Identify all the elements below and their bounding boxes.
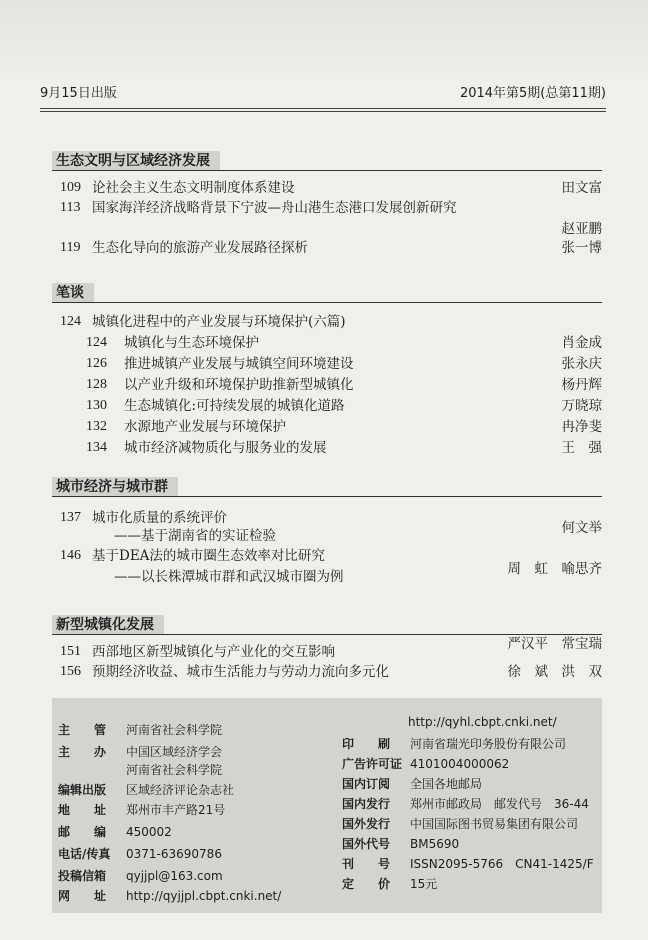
info-value: 中国国际图书贸易集团有限公司 (410, 817, 579, 831)
info-value: 15元 (410, 877, 438, 891)
article-author: 王 强 (561, 440, 602, 456)
publish-date: 9月15日出版 (40, 86, 117, 101)
toc-entry-subtitle (52, 561, 602, 587)
toc-entry-subtitle (52, 520, 602, 546)
info-label: 编辑出版 (58, 783, 107, 797)
section-title: 笔谈 (52, 283, 94, 303)
info-value[interactable]: http://qyhl.cbpt.cnki.net/ (408, 715, 557, 729)
article-title: 水源地产业发展与环境保护 (124, 419, 286, 435)
article-author: 徐 斌 洪 双 (507, 664, 602, 680)
section-rule (52, 170, 602, 171)
section-new-urbanization (52, 614, 602, 680)
info-label: 邮 编 (58, 825, 107, 839)
article-title: 城市化质量的系统评价 (92, 510, 227, 526)
info-label: 主 管 (58, 723, 107, 737)
article-title: 国家海洋经济战略背景下宁波—舟山港生态港口发展创新研究 (92, 200, 457, 216)
info-label: 印 刷 (342, 737, 391, 751)
section-commentary (52, 282, 602, 456)
info-label: 网 址 (58, 889, 107, 903)
info-label: 国外发行 (342, 817, 391, 831)
section-title: 城市经济与城市群 (52, 477, 178, 497)
info-value: ISSN2095-5766 CN41-1425/F (410, 857, 594, 871)
page-number: 128 (86, 377, 107, 392)
info-value[interactable]: qyjjpl@163.com (126, 869, 223, 883)
toc-entry[interactable] (52, 636, 602, 662)
section-urban-economy (52, 476, 602, 585)
page-number: 124 (86, 335, 107, 350)
toc-entry[interactable] (52, 438, 602, 458)
page-number: 156 (60, 664, 81, 679)
section-rule (52, 496, 602, 497)
info-value: 郑州市邮政局 邮发代号 36-44 (410, 797, 589, 811)
section-ecology (52, 150, 602, 256)
article-title: 生态化导向的旅游产业发展路径探析 (92, 240, 308, 256)
info-value: 河南省社会科学院 (126, 763, 223, 777)
info-value: 4101004000062 (410, 757, 510, 771)
info-value: 全国各地邮局 (410, 777, 483, 791)
article-title: 预期经济收益、城市生活能力与劳动力流向多元化 (92, 664, 389, 680)
info-label: 广告许可证 (342, 757, 403, 771)
toc-entry[interactable] (52, 354, 602, 374)
info-value: 450002 (126, 825, 172, 839)
article-title: 基于DEA法的城市圈生态效率对比研究 (92, 548, 325, 564)
issue-number: 2014年第5期(总第11期) (459, 86, 606, 101)
info-label: 国内发行 (342, 797, 391, 811)
toc-entry[interactable] (52, 198, 602, 218)
info-label: 刊 号 (342, 857, 391, 871)
info-value: 0371-63690786 (126, 847, 222, 861)
article-title: 城市经济减物质化与服务业的发展 (124, 440, 327, 456)
publication-info-box (52, 698, 602, 913)
toc-entry[interactable] (52, 396, 602, 416)
toc-entry[interactable] (52, 238, 602, 258)
info-value: 区域经济评论杂志社 (126, 783, 235, 797)
section-rule (52, 302, 602, 303)
info-value: BM5690 (410, 837, 460, 851)
page-number: 146 (60, 548, 81, 563)
header-rule (40, 108, 606, 112)
page-number: 134 (86, 440, 107, 455)
info-label: 投稿信箱 (58, 869, 107, 883)
info-value: 郑州市丰产路21号 (126, 803, 226, 817)
page-number: 119 (60, 240, 81, 255)
article-title: 城镇化进程中的产业发展与环境保护(六篇) (92, 314, 346, 330)
toc-entry[interactable] (52, 312, 602, 332)
article-author: 杨丹辉 (561, 377, 602, 393)
page-number: 130 (86, 398, 107, 413)
article-title: 城镇化与生态环境保护 (124, 335, 259, 351)
toc-entry[interactable] (52, 417, 602, 437)
page-number: 132 (86, 419, 107, 434)
article-subtitle: ——以长株潭城市群和武汉城市圈为例 (114, 569, 344, 585)
info-value: 中国区域经济学会 (126, 745, 223, 759)
article-author: 严汉平 常宝瑞 (507, 636, 602, 652)
info-label: 电话/传真 (58, 847, 111, 861)
article-title: 推进城镇产业发展与城镇空间环境建设 (124, 356, 354, 372)
page-number: 124 (60, 314, 81, 329)
article-author: 张永庆 (561, 356, 602, 372)
article-title: 以产业升级和环境保护助推新型城镇化 (124, 377, 354, 393)
article-author: 万晓琼 (561, 398, 602, 414)
toc-entry[interactable] (52, 333, 602, 353)
toc-entry[interactable] (52, 375, 602, 395)
section-title: 新型城镇化发展 (52, 615, 164, 635)
page-top-shadow (0, 0, 648, 80)
article-author: 田文富 (561, 180, 602, 196)
running-header (40, 84, 606, 104)
page-number: 109 (60, 180, 81, 195)
info-value: 河南省瑞光印务股份有限公司 (410, 737, 567, 751)
info-label: 国内订阅 (342, 777, 391, 791)
page-number: 126 (86, 356, 107, 371)
page-number: 137 (60, 510, 81, 525)
article-author: 赵亚鹏 (561, 221, 602, 237)
toc-entry-author-line (52, 219, 602, 239)
section-title: 生态文明与区域经济发展 (52, 151, 220, 171)
info-value[interactable]: http://qyjjpl.cbpt.cnki.net/ (126, 889, 282, 903)
toc-entry[interactable] (52, 662, 602, 682)
info-label: 地 址 (58, 803, 107, 817)
article-title: 论社会主义生态文明制度体系建设 (92, 180, 295, 196)
page-number: 113 (60, 200, 81, 215)
article-author: 肖金成 (561, 335, 602, 351)
article-author: 周 虹 喻思齐 (507, 561, 602, 577)
info-label: 国外代号 (342, 837, 391, 851)
article-author: 冉净斐 (561, 419, 602, 435)
info-label: 主 办 (58, 745, 107, 759)
info-label: 定 价 (342, 877, 391, 891)
toc-entry[interactable] (52, 178, 602, 198)
article-title: 生态城镇化:可持续发展的城镇化道路 (124, 398, 345, 414)
article-title: 西部地区新型城镇化与产业化的交互影响 (92, 644, 335, 660)
toc-entry[interactable] (52, 508, 602, 528)
article-author: 何文举 (561, 520, 602, 536)
article-subtitle: ——基于湖南省的实证检验 (114, 528, 276, 544)
article-author: 张一博 (561, 240, 602, 256)
info-value: 河南省社会科学院 (126, 723, 223, 737)
page-number: 151 (60, 644, 81, 659)
